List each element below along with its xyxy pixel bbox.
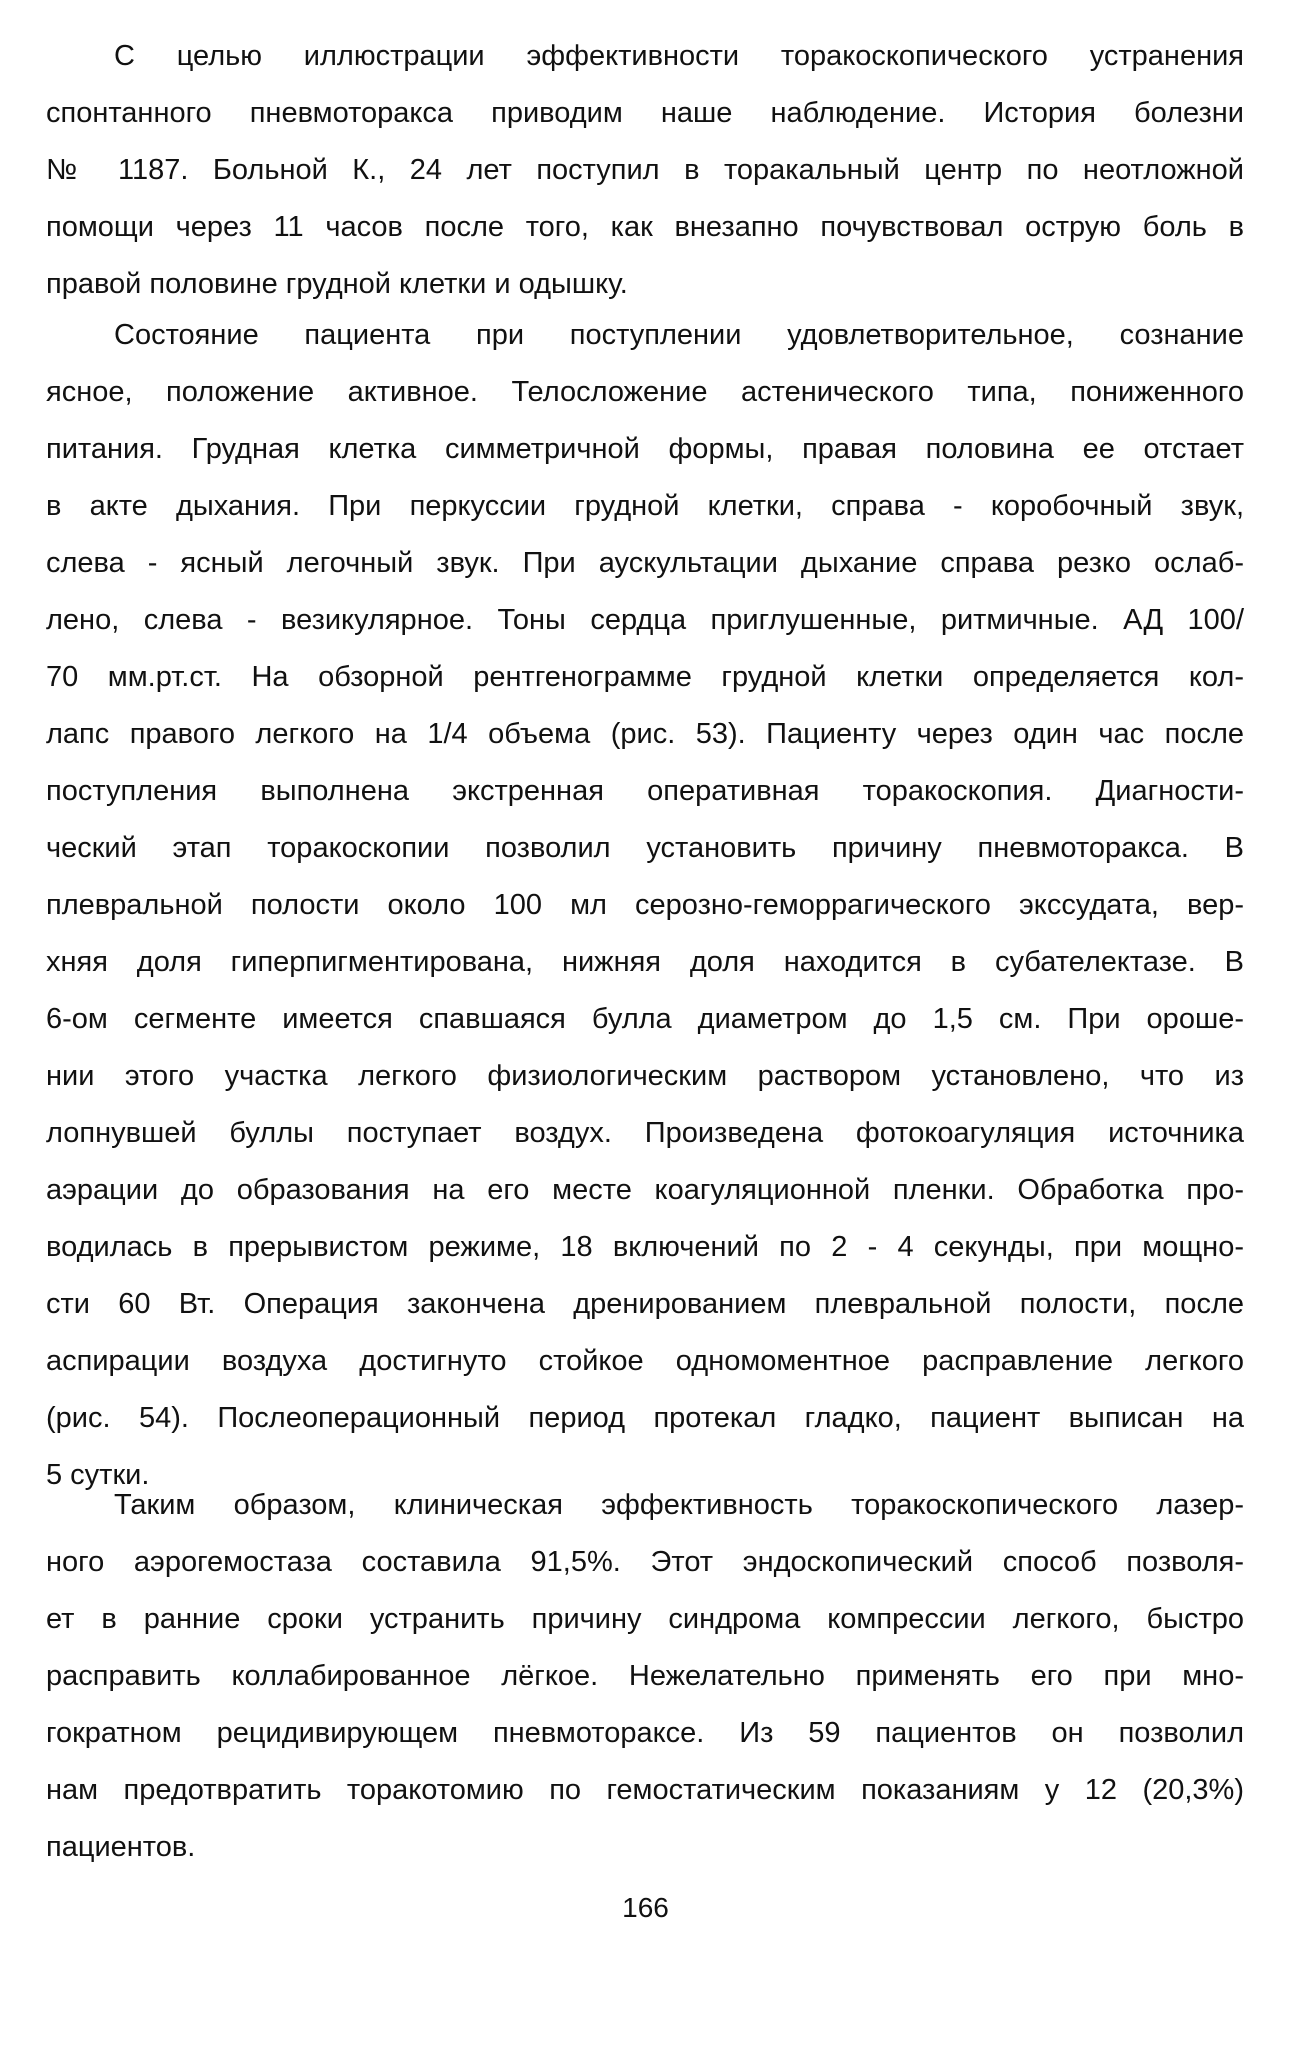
text-line: Таким образом, клиническая эффективность торакоскопического лазер-: [114, 1489, 1244, 1521]
text-line: водилась в прерывистом режиме, 18 включений по 2 - 4 секунды, при мощно-: [46, 1231, 1244, 1263]
text-line: аспирации воздуха достигнуто стойкое одномоментное расправление легкого: [46, 1345, 1244, 1377]
paragraph-conclusion: [46, 1477, 1244, 1876]
paragraph-patient-condition: [46, 307, 1244, 1504]
text-line: поступления выполнена экстренная оперативная торакоскопия. Диагности-: [46, 775, 1244, 807]
text-line: спонтанного пневмоторакса приводим наше наблюдение. История болезни: [46, 97, 1244, 129]
text-line: лено, слева - везикулярное. Тоны сердца приглушенные, ритмичные. АД 100/: [46, 604, 1244, 636]
text-line: ясное, положение активное. Телосложение астенического типа, пониженного: [46, 376, 1244, 408]
text-line: № 1187. Больной К., 24 лет поступил в торакальный центр по неотложной: [46, 154, 1244, 186]
text-line: аэрации до образования на его месте коагуляционной пленки. Обработка про-: [46, 1174, 1244, 1206]
text-line: нии этого участка легкого физиологическим раствором установлено, что из: [46, 1060, 1244, 1092]
text-line: С целью иллюстрации эффективности торакоскопического устранения: [114, 40, 1244, 72]
text-line: нам предотвратить торакотомию по гемостатическим показаниям у 12 (20,3%): [46, 1774, 1244, 1806]
text-line: Состояние пациента при поступлении удовлетворительное, сознание: [114, 319, 1244, 351]
text-line: гократном рецидивирующем пневмотораксе. Из 59 пациентов он позволил: [46, 1717, 1244, 1749]
text-line: правой половине грудной клетки и одышку.: [46, 268, 628, 300]
paragraph-case-intro: [46, 28, 1244, 313]
text-line: хняя доля гиперпигментирована, нижняя доля находится в субателектазе. В: [46, 946, 1244, 978]
text-line: помощи через 11 часов после того, как внезапно почувствовал острую боль в: [46, 211, 1244, 243]
text-line: ческий этап торакоскопии позволил установить причину пневмоторакса. В: [46, 832, 1244, 864]
text-line: питания. Грудная клетка симметричной формы, правая половина ее отстает: [46, 433, 1244, 465]
text-line: 5 сутки.: [46, 1459, 150, 1491]
text-line: (рис. 54). Послеоперационный период протекал гладко, пациент выписан на: [46, 1402, 1244, 1434]
text-line: лопнувшей буллы поступает воздух. Произведена фотокоагуляция источника: [46, 1117, 1244, 1149]
text-line: расправить коллабированное лёгкое. Нежелательно применять его при мно-: [46, 1660, 1244, 1692]
text-line: 70 мм.рт.ст. На обзорной рентгенограмме грудной клетки определяется кол-: [46, 661, 1244, 693]
page-number: 166: [622, 1892, 669, 1923]
text-line: ет в ранние сроки устранить причину синдрома компрессии легкого, быстро: [46, 1603, 1244, 1635]
text-line: 6-ом сегменте имеется спавшаяся булла диаметром до 1,5 см. При ороше-: [46, 1003, 1244, 1035]
text-line: в акте дыхания. При перкуссии грудной клетки, справа - коробочный звук,: [46, 490, 1244, 522]
text-line: пациентов.: [46, 1831, 196, 1863]
text-line: слева - ясный легочный звук. При аускультации дыхание справа резко ослаб-: [46, 547, 1244, 579]
text-line: лапс правого легкого на 1/4 объема (рис. 53). Пациенту через один час после: [46, 718, 1244, 750]
text-line: плевральной полости около 100 мл серозно-геморрагического экссудата, вер-: [46, 889, 1244, 921]
text-line: ного аэрогемостаза составила 91,5%. Этот эндоскопический способ позволя-: [46, 1546, 1244, 1578]
text-line: сти 60 Вт. Операция закончена дренированием плевральной полости, после: [46, 1288, 1244, 1320]
